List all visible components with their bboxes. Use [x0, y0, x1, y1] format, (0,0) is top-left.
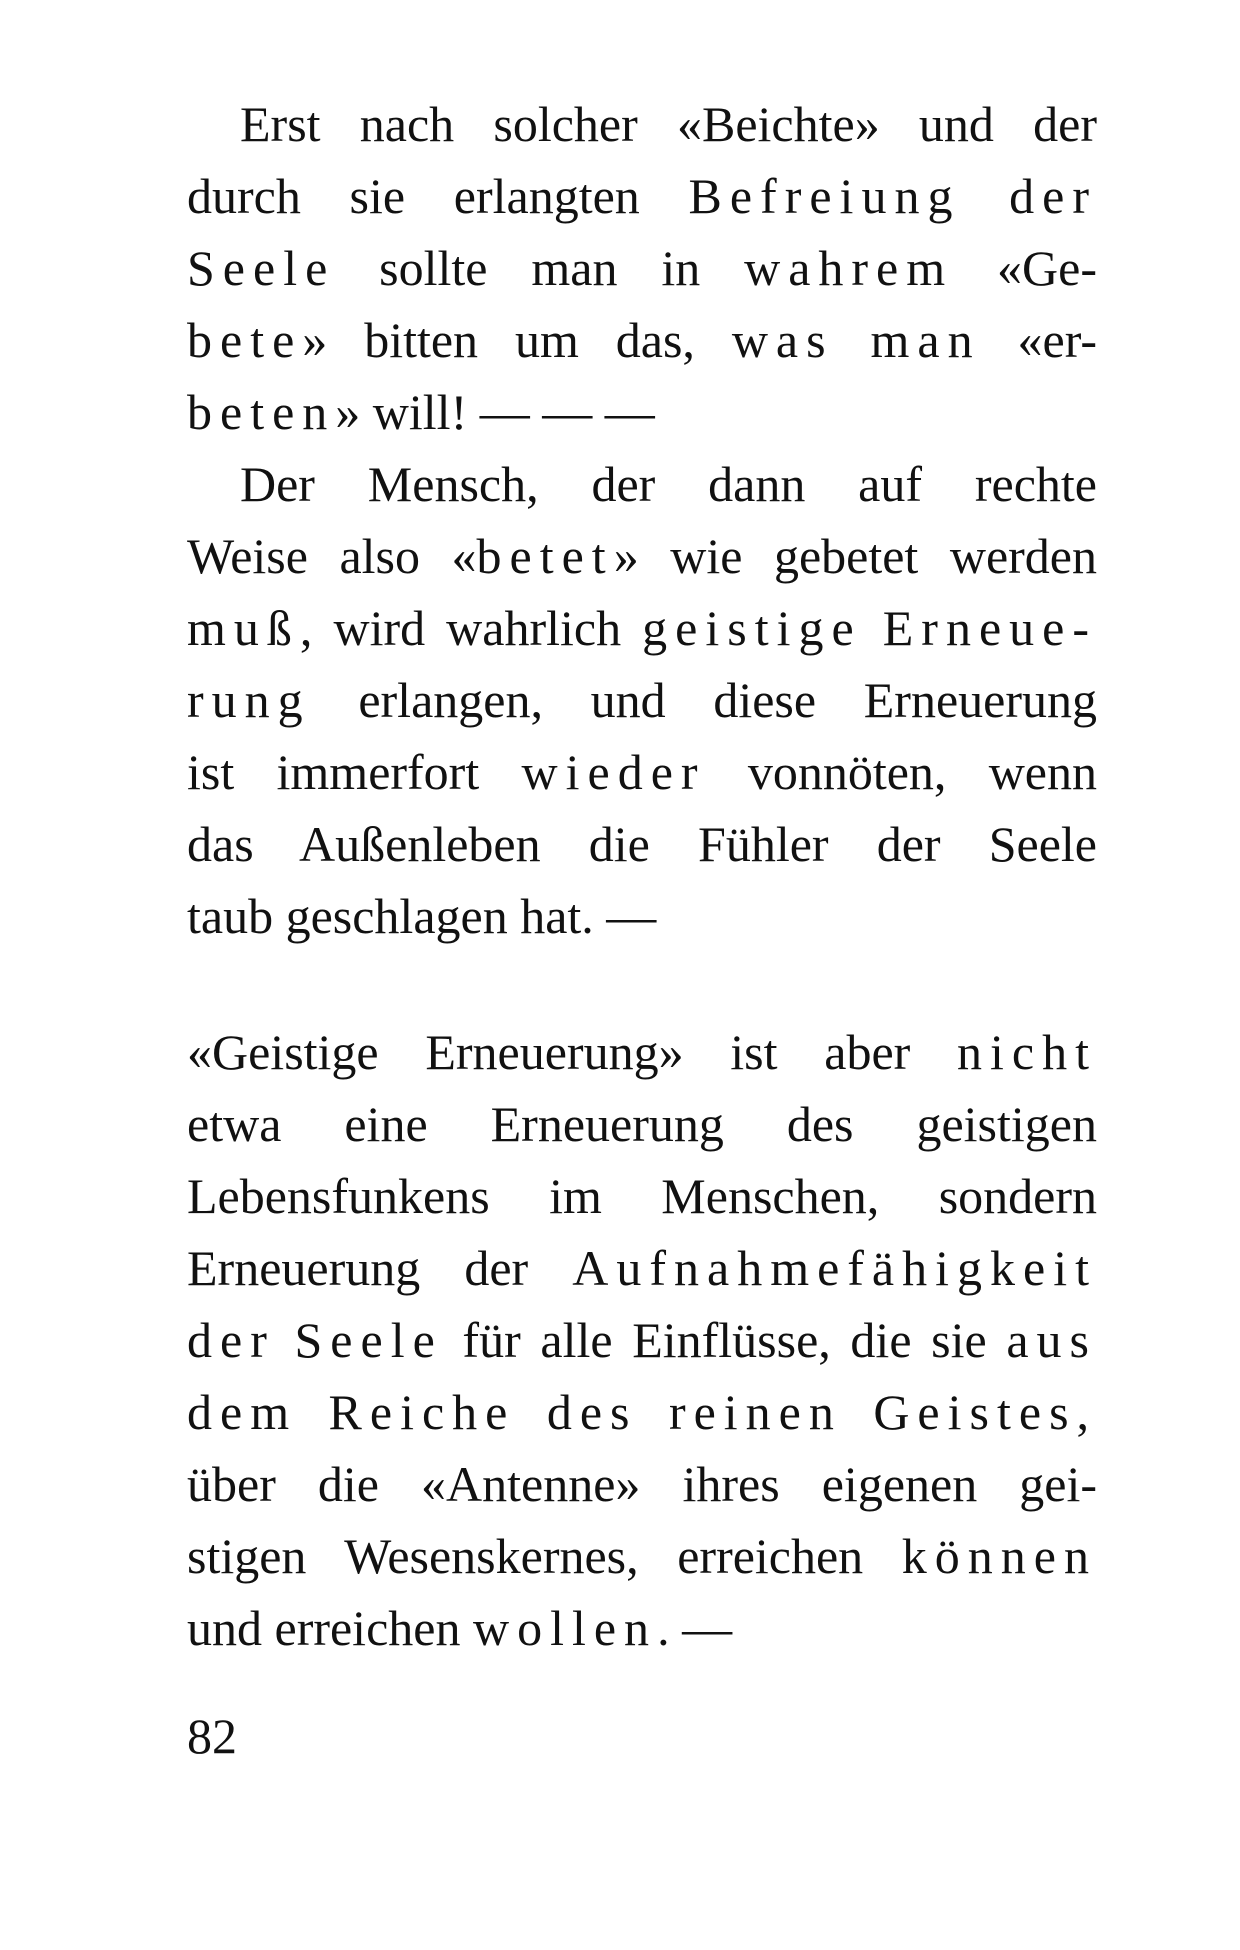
- spaced-emphasis-text: wahrem: [744, 240, 954, 296]
- spaced-emphasis-text: man: [870, 312, 981, 368]
- text-line: [187, 1232, 1097, 1304]
- spaced-emphasis-text: muß: [187, 600, 300, 656]
- text-line: [187, 1016, 1097, 1088]
- text-line: [187, 520, 1097, 592]
- text-line: [187, 592, 1097, 664]
- text-segment: Lebensfunkens im Menschen, sondern: [187, 1168, 1097, 1224]
- text-segment: Erneuerung der: [187, 1240, 573, 1296]
- text-segment: das Außenleben die Fühler der Seele: [187, 816, 1097, 872]
- text-segment: «Ge-: [953, 240, 1097, 296]
- text-segment: » wie gebetet werden: [613, 528, 1097, 584]
- text-segment: etwa eine Erneuerung des geistigen: [187, 1096, 1097, 1152]
- spaced-emphasis-text: der: [1009, 168, 1097, 224]
- spaced-emphasis-text: Aufnahmefähigkeit: [572, 1240, 1097, 1296]
- spaced-emphasis-text: dem: [187, 1384, 298, 1440]
- text-line: [187, 736, 1097, 808]
- text-line: [187, 1088, 1097, 1160]
- spaced-emphasis-text: aus: [1006, 1312, 1098, 1368]
- spaced-emphasis-text: reinen: [668, 1384, 842, 1440]
- text-segment: über die «Antenne» ihres eigenen gei-: [187, 1456, 1097, 1512]
- page-number: 82: [187, 1708, 237, 1764]
- text-line: [187, 1160, 1097, 1232]
- text-line: [187, 1376, 1097, 1448]
- text-line: [187, 1304, 1097, 1376]
- text-segment: «er-: [980, 312, 1097, 368]
- text-line: [187, 376, 1097, 448]
- text-segment: vonnöten, wenn: [705, 744, 1098, 800]
- text-segment: sollte man in: [335, 240, 745, 296]
- spaced-emphasis-text: Befreiung: [688, 168, 961, 224]
- text-segment: Weise also «: [187, 528, 477, 584]
- text-segment: » will! — — —: [335, 384, 655, 440]
- spaced-emphasis-text: Seele: [294, 1312, 443, 1368]
- text-line: [187, 1592, 1097, 1664]
- text-segment: [862, 600, 883, 656]
- text-segment: [960, 168, 1009, 224]
- text-line: [187, 1520, 1097, 1592]
- text-segment: , wird wahrlich: [299, 600, 643, 656]
- text-segment: [834, 312, 871, 368]
- text-segment: » bitten um das,: [302, 312, 732, 368]
- text-segment: [842, 1384, 873, 1440]
- text-segment: [515, 1384, 546, 1440]
- text-segment: [297, 1384, 328, 1440]
- text-segment: durch sie erlangten: [187, 168, 689, 224]
- text-segment: und erreichen: [187, 1600, 473, 1656]
- text-segment: «Geistige Erneuerung» ist aber: [187, 1024, 958, 1080]
- text-line: [187, 664, 1097, 736]
- spaced-emphasis-text: betet: [476, 528, 614, 584]
- spaced-emphasis-text: Erneue-: [882, 600, 1097, 656]
- spaced-emphasis-text: wollen: [472, 1600, 658, 1656]
- spaced-emphasis-text: Seele: [187, 240, 336, 296]
- text-segment: erlangen, und diese Erneuerung: [310, 672, 1097, 728]
- text-line: [187, 880, 1097, 952]
- text-segment: Erst nach solcher «Beichte» und der: [240, 96, 1097, 152]
- text-line: [240, 448, 1097, 520]
- spaced-emphasis-text: wieder: [521, 744, 706, 800]
- text-segment: für alle Einflüsse, die sie: [442, 1312, 1007, 1368]
- text-segment: Der Mensch, der dann auf rechte: [240, 456, 1097, 512]
- spaced-emphasis-text: der: [187, 1312, 275, 1368]
- spaced-emphasis-text: des: [546, 1384, 638, 1440]
- text-segment: ist immerfort: [187, 744, 522, 800]
- spaced-emphasis-text: beten: [187, 384, 336, 440]
- text-line: [187, 1448, 1097, 1520]
- spaced-emphasis-text: was: [731, 312, 834, 368]
- spaced-emphasis-text: nicht: [957, 1024, 1097, 1080]
- text-line: [240, 88, 1097, 160]
- text-line: [187, 160, 1097, 232]
- spaced-emphasis-text: geistige: [642, 600, 862, 656]
- text-line: [187, 232, 1097, 304]
- text-segment: [275, 1312, 295, 1368]
- spaced-emphasis-text: Reiche: [328, 1384, 516, 1440]
- spaced-emphasis-text: können: [901, 1528, 1097, 1584]
- spaced-emphasis-text: bete: [187, 312, 303, 368]
- text-segment: [637, 1384, 668, 1440]
- spaced-emphasis-text: rung: [187, 672, 311, 728]
- text-segment: taub geschlagen hat. —: [187, 888, 657, 944]
- text-line: [187, 304, 1097, 376]
- spaced-emphasis-text: Geistes,: [873, 1384, 1098, 1440]
- text-line: [187, 808, 1097, 880]
- text-segment: . —: [657, 1600, 733, 1656]
- text-segment: stigen Wesenskernes, erreichen: [187, 1528, 902, 1584]
